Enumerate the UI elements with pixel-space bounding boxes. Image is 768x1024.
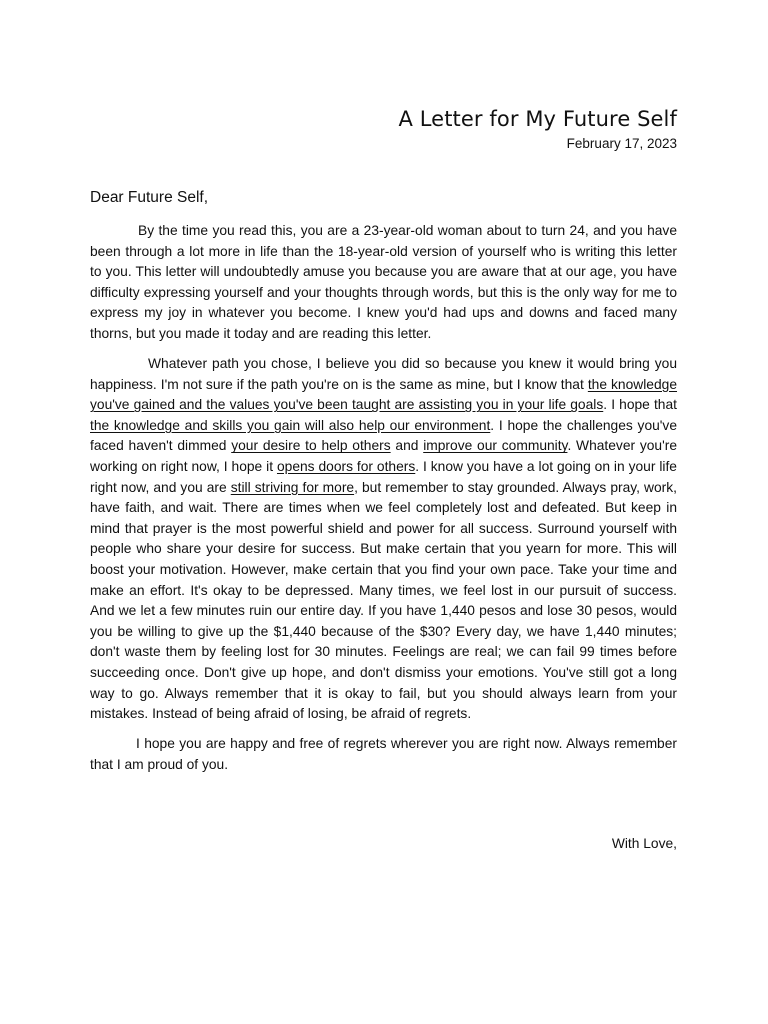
underlined-phrase-knowledge-values: the knowledge you've gained and the values you've been taught are assisting you in your life goals — [90, 376, 678, 413]
paragraph-2-text: and — [390, 438, 424, 454]
closing: With Love, — [611, 836, 677, 851]
paragraph-2-text: Whatever path you chose, I believe you did so because you knew it would bring you happiness. I'm not sure if the path you're on is the same as mine, but I know that — [90, 356, 677, 392]
paragraph-1: By the time you read this, you are a 23-year-old woman about to turn 24, and you have been through a lot more in life than the 18-year-old version of yourself who is writing this letter to you. This letter will undoubtedly amuse you because you are aware that at our age, you have difficulty expressing yourself and your thoughts through words, but this is the only way for me to express my joy in whatever you become. I knew you'd had ups and downs and faced many thorns, but you made it today and are reading this letter. — [90, 223, 677, 341]
underlined-phrase-help-others: your desire to help others — [231, 438, 391, 454]
paragraph-2-text: . I hope that — [603, 397, 677, 413]
salutation: Dear Future Self, — [90, 189, 209, 206]
paragraph-2-text: . Whatever you're working on right now, I hope it — [90, 438, 677, 475]
paragraph-2-text: . I know you have a lot going on in your life right now, and you are — [90, 459, 677, 495]
paragraph-2-text: , but remember to stay grounded. Always pray, work, have faith, and wait. There are times when we feel completely lost and defeated. But keep in mind that prayer is the most powerful shield and power for all success. Surround yourself with people who share your desire for success. But make certain that you yearn for more. This will boost your motivation. However, make certain that you find your own pace. Take your time and make an effort. It's okay to be depressed. Many times, we feel lost in our pursuit of success. And we let a few minutes ruin our entire day. If you have 1,440 pesos and lose 30 pesos, would you be willing to give up the $1,440 because of the $30? Every day, we have 1,440 minutes; don't waste them by feeling lost for 30 minutes. Feelings are real; we can fail 99 times before succeeding once. Don't give up hope, and don't dismiss your emotions. You've still got a long way to go. Always remember that it is okay to fail, but you should always learn from your mistakes. Instead of being afraid of losing, be afraid of regrets. — [90, 479, 677, 722]
paragraph-3: I hope you are happy and free of regrets wherever you are right now. Always remember that I am proud of you. — [90, 736, 677, 772]
underlined-phrase-opens-doors: opens doors for others — [276, 459, 416, 475]
letter-title: A Letter for My Future Self — [398, 107, 677, 131]
underlined-phrase-environment: the knowledge and skills you gain will also help our environment — [90, 417, 491, 433]
letter-date: February 17, 2023 — [566, 136, 677, 151]
underlined-phrase-community: improve our community — [423, 438, 568, 454]
letter-body — [90, 221, 677, 785]
underlined-phrase-striving: still striving for more — [230, 479, 355, 495]
paragraph-2-text: . I hope the challenges you've faced haven't dimmed — [90, 417, 677, 454]
paragraph-2 — [90, 354, 677, 725]
letter-page — [90, 0, 677, 1024]
